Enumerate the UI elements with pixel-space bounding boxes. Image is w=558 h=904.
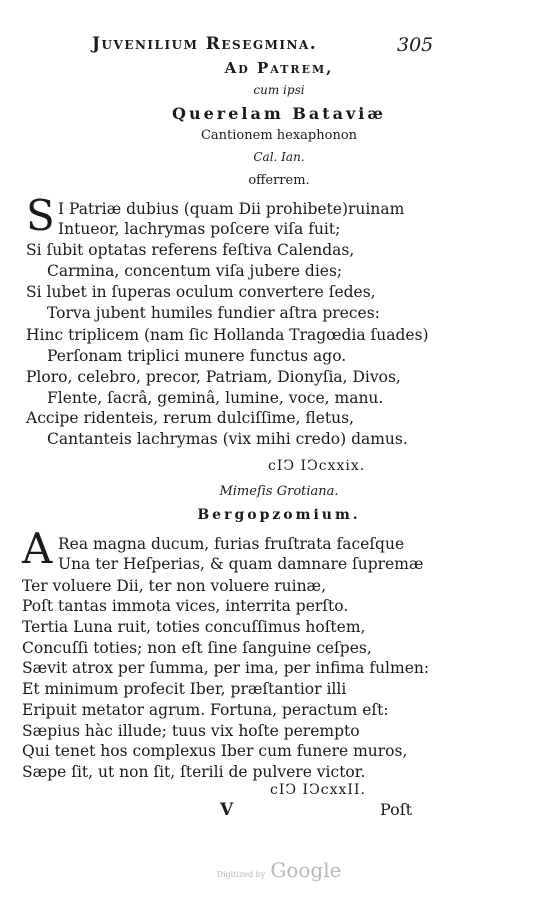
poem2-line: Eripuit metator agrum. Fortuna, peractum eſt:: [22, 701, 389, 719]
poem2-line: Sæpius hàc illude; tuus vix hoſte perempto: [22, 722, 360, 740]
poem1-heading-with: cum ipsi: [253, 83, 305, 97]
poem1-line: Hinc triplicem (nam ſic Hollanda Tragœdia ſuades): [26, 326, 429, 344]
poem1-line: Torva jubent humiles fundier aſtra preces:: [47, 304, 380, 322]
poem2-line: Una ter Heſperias, & quam damnare ſupremæ: [58, 555, 424, 573]
poem1-drop-initial: S: [26, 191, 55, 240]
poem2-date: cIↃ IↃcxxII.: [270, 782, 366, 798]
poem1-heading-to: Ad Patrem,: [224, 59, 334, 77]
poem2-line: Rea magna ducum, furias fruſtrata faceſque: [58, 535, 405, 553]
poem2-line: Ter voluere Dii, ter non voluere ruinæ,: [22, 577, 327, 595]
poem2-drop-initial: A: [22, 524, 53, 573]
poem1-heading-offer: offerrem.: [248, 173, 310, 188]
page-number: 305: [397, 34, 434, 56]
watermark-prefix: Digitized by: [216, 870, 266, 879]
poem2-line: Sævit atrox per ſumma, per ima, per infima fulmen:: [22, 659, 430, 677]
poem1-line: Ploro, celebro, precor, Patriam, Dionyſia, Divos,: [26, 368, 401, 386]
poem2-line: Poſt tantas immota vices, interrita perſto.: [22, 597, 349, 615]
poem1-line: Si ſubit optatas referens feſtiva Calendas,: [26, 241, 355, 259]
poem1-heading-title: Querelam Bataviæ: [172, 104, 386, 123]
poem1-line: I Patriæ dubius (quam Dii prohibete)ruinam: [58, 200, 405, 218]
poem1-date: cIↃ IↃcxxix.: [268, 458, 366, 474]
catchword: Poſt: [380, 800, 413, 819]
signature-mark: V: [220, 800, 234, 820]
poem1-line: Carmina, concentum viſa jubere dies;: [47, 262, 343, 280]
poem1-line: Flente, ſacrâ, geminâ, lumine, voce, manu.: [47, 389, 384, 407]
poem2-heading-title: Bergopzomium.: [197, 507, 361, 523]
poem2-line: Qui tenet hos complexus Iber cum funere muros,: [22, 742, 408, 760]
poem1-heading-date: Cal. Ian.: [253, 150, 305, 164]
poem1-line: Cantanteis lachrymas (vix mihi credo) damus.: [47, 430, 408, 448]
watermark: [0, 858, 558, 882]
poem1-line: Accipe ridenteis, rerum dulciſſime, fletus,: [26, 409, 355, 427]
google-logo: Google: [270, 858, 342, 882]
poem2-heading-mimesis: Mimeſis Grotiana.: [219, 484, 339, 499]
poem2-line: Tertia Luna ruit, toties concuſſimus hoſtem,: [22, 618, 366, 636]
poem1-heading-sub: Cantionem hexaphonon: [200, 128, 358, 143]
poem2-line: Concuſſi toties; non eſt ſine ſanguine ceſpes,: [22, 639, 372, 657]
poem1-line: Perſonam triplici munere functus ago.: [47, 347, 347, 365]
poem2-line: Sæpe ſit, ut non ſit, ſterili de pulvere victor.: [22, 763, 366, 781]
running-title: Juvenilium Resegmina.: [92, 34, 318, 54]
poem2-line: Et minimum profecit Iber, præſtantior illi: [22, 680, 347, 698]
poem1-line: Intueor, lachrymas poſcere viſa fuit;: [58, 220, 341, 238]
poem1-line: Si lubet in ſuperas oculum convertere ſedes,: [26, 283, 376, 301]
